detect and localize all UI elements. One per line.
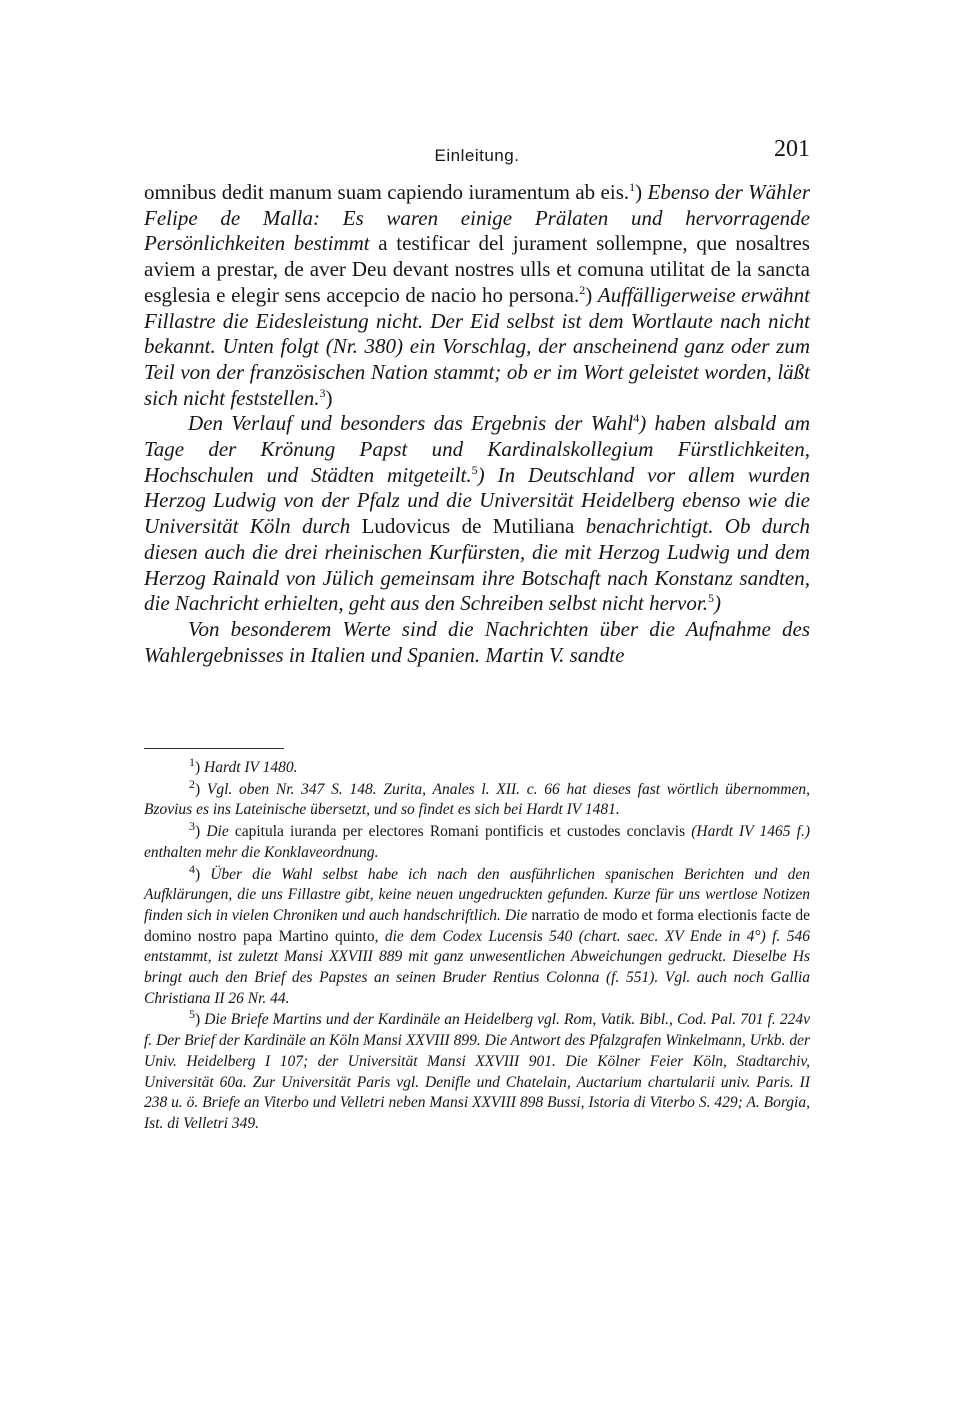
footnote-text-italic: Die — [206, 823, 229, 841]
footnote-3: $^3$) Die capitula iuranda per electores Romani pontificis et custodes conclavis (Hardt IV 1465 f.) enthalten mehr die Konklaveordnung. — [144, 818, 811, 861]
text-run-italic: Von besonderem Werte sind die Nachrichten über die Aufnahme des Wahlergebnisses in Italien und Spanien. Martin V. sandte — [144, 616, 810, 667]
footnote-1: $^1$) Hardt IV 1480. — [189, 754, 298, 776]
paragraph-3 — [144, 617, 810, 668]
footnote-text-italic: Über die Wahl selbst habe ich nach den ausführlichen spanischen Berichten und den Aufklärungen, die uns Fillastre gibt, keine neuen ungedruckten gefunden. Kurze für uns wertlose Notizen finden sich in vielen Chroniken und auch handschriftlich. Die — [144, 865, 810, 924]
text-run-italic: Den Verlauf und besonders das Ergebnis der Wahl — [188, 411, 634, 436]
text-run: a testificar del jurament sollempne, que nosaltres aviem a prestar, de aver Deu devant nostres ulls et comuna utilitat de la sancta esglesia e elegir sens accepcio de nacio ho persona. — [144, 231, 810, 307]
text-run-italic: Ebenso der Wähler Felipe de Malla: Es waren einige Prälaten und hervorragende Persönlichkeiten bestimmt — [144, 180, 810, 256]
text-run-italic: ) haben alsbald am Tage der Krönung Papst und Kardinalskollegium Fürstlichkeiten, Hochschulen und Städten mitgeteilt. — [144, 411, 810, 487]
paragraph-2 — [144, 411, 810, 617]
footnote-ref: 4 — [633, 411, 640, 426]
footnote-ref: 1 — [629, 180, 636, 194]
footnote-mark: 4 — [189, 861, 195, 876]
footnote-text: narratio de modo et forma electionis facte de domino nostro papa Martino quinto, — [144, 906, 810, 945]
text-run: Ludovicus de Mutiliana — [350, 514, 586, 539]
footnote-text-italic: Hardt IV 1480. — [204, 759, 298, 776]
text-run-italic: ) — [713, 591, 721, 616]
footnote-ref: 3 — [319, 385, 326, 400]
running-head — [144, 136, 810, 176]
footnote-ref: 5 — [707, 591, 714, 606]
text-run: ) — [585, 282, 598, 307]
text-run-italic: ) In Deutschland vor allem wurden Herzog Ludwig von der Pfalz und die Universität Heidelberg ebenso wie die Universität Köln durch — [144, 462, 810, 539]
main-text — [144, 180, 810, 668]
text-run: ) — [635, 180, 648, 204]
footnote-text: capitula iuranda per electores Romani pontificis et custodes conclavis — [228, 823, 692, 841]
text-run-italic: Auffälligerweise erwähnt Fillastre die Eidesleistung nicht. Der Eid selbst ist dem Wortlaute nach nicht bekannt. Unten folgt (Nr. 380) ein Vorschlag, der anscheinend ganz oder zum Teil von der französischen Nation stammt; ob er im Wort geleistet worden, läßt sich nicht feststellen. — [144, 282, 811, 410]
footnote-4: $^4$) Über die Wahl selbst habe ich nach den ausführlichen spanischen Berichten und den Aufklärungen, die uns Fillastre gibt, keine neuen ungedruckten gefunden. Kurze für uns wertlose Notizen finden sich in vielen Chroniken und auch handschriftlich. Die narratio de modo et forma electionis facte de domino nostro papa Martino quinto, die dem Codex Lucensis 540 (chart. saec. XV Ende in 4°) f. 546 entstammt, ist zuletzt Mansi XXVIII 889 mit ganz unwesentlichen Abweichungen gedruckt. Dieselbe Hs bringt auch den Brief des Papstes an seinen Bruder Rentius Colonna (f. 551). Vgl. auch noch Gallia Christiana II 26 Nr. 44. — [144, 861, 810, 1007]
footnote-2: $^2$) Vgl. oben Nr. 347 S. 148. Zurita, Anales l. XII. c. 66 hat dieses fast wörtlich übernommen, Bzovius es ins Lateinische übersetzt, und so findet es sich bei Hardt IV 1481. — [144, 776, 810, 819]
footnote-mark: 2 — [189, 776, 195, 791]
running-title: Einleitung. — [434, 146, 520, 165]
footnote-mark: 5 — [189, 1007, 195, 1022]
footnote-mark: 3 — [189, 818, 195, 833]
text-run-italic: benachrichtigt. Ob durch diesen auch die drei rheinischen Kurfürsten, die mit Herzog Ludwig und dem Herzog Rainald von Jülich gemeinsam ihre Botschaft nach Konstanz sandten, die Nachricht erhielten, geht aus den Schreiben selbst nicht hervor. — [144, 514, 810, 616]
footnote-text-italic: (Hardt IV 1465 f.) enthalten mehr die Konklaveordnung. — [144, 823, 811, 861]
text-run: omnibus dedit manum suam capiendo iuramentum ab eis. — [144, 180, 630, 204]
page-number: 201 — [774, 136, 810, 162]
footnote-text-italic: Die Briefe Martins und der Kardinäle an Heidelberg vgl. Rom, Vatik. Bibl., Cod. Pal. 701 f. 224v f. Der Brief der Kardinäle an Köln Mansi XXVIII 899. Die Antwort des Pfalzgrafen Winkelmann, Urkb. der Univ. Heidelberg I 107; der Universität Mansi XXVIII 901. Die Kölner Feier Köln, Stadtarchiv, Universität 60a. Zur Universität Paris vgl. Denifle und Chatelain, Auctarium chartularii univ. Paris. II 238 u. ö. Briefe an Viterbo und Velletri neben Mansi XXVIII 898 Bussi, Istoria di Viterbo S. 429; A. Borgia, Ist. di Velletri 349. — [144, 1011, 810, 1132]
footnotes — [144, 754, 811, 1136]
footnote-ref: 2 — [579, 282, 586, 297]
footnote-text-italic: Vgl. oben Nr. 347 S. 148. Zurita, Anales l. XII. c. 66 hat dieses fast wörtlich übernommen, Bzovius es ins Lateinische übersetzt, und so findet es sich bei Hardt IV 1481. — [144, 780, 810, 819]
footnote-mark: 1 — [189, 754, 195, 769]
paragraph-1 — [144, 180, 810, 411]
text-run: ) — [325, 385, 333, 410]
footnote-ref: 5 — [471, 462, 478, 477]
footnote-text-italic: die dem Codex Lucensis 540 (chart. saec. XV Ende in 4°) f. 546 entstammt, ist zuletzt Mansi XXVIII 889 mit ganz unwesentlichen Abweichungen gedruckt. Dieselbe Hs bringt auch den Brief des Papstes an seinen Bruder Rentius Colonna (f. 551). Vgl. auch noch Gallia Christiana II 26 Nr. 44. — [144, 927, 810, 1007]
footnote-5: $^5$) Die Briefe Martins und der Kardinäle an Heidelberg vgl. Rom, Vatik. Bibl., Cod. Pal. 701 f. 224v f. Der Brief der Kardinäle an Köln Mansi XXVIII 899. Die Antwort des Pfalzgrafen Winkelmann, Urkb. der Univ. Heidelberg I 107; der Universität Mansi XXVIII 901. Die Kölner Feier Köln, Stadtarchiv, Universität 60a. Zur Universität Paris vgl. Denifle und Chatelain, Auctarium chartularii univ. Paris. II 238 u. ö. Briefe an Viterbo und Velletri neben Mansi XXVIII 898 Bussi, Istoria di Viterbo S. 429; A. Borgia, Ist. di Velletri 349. — [144, 1007, 810, 1132]
footnote-divider — [144, 748, 284, 749]
